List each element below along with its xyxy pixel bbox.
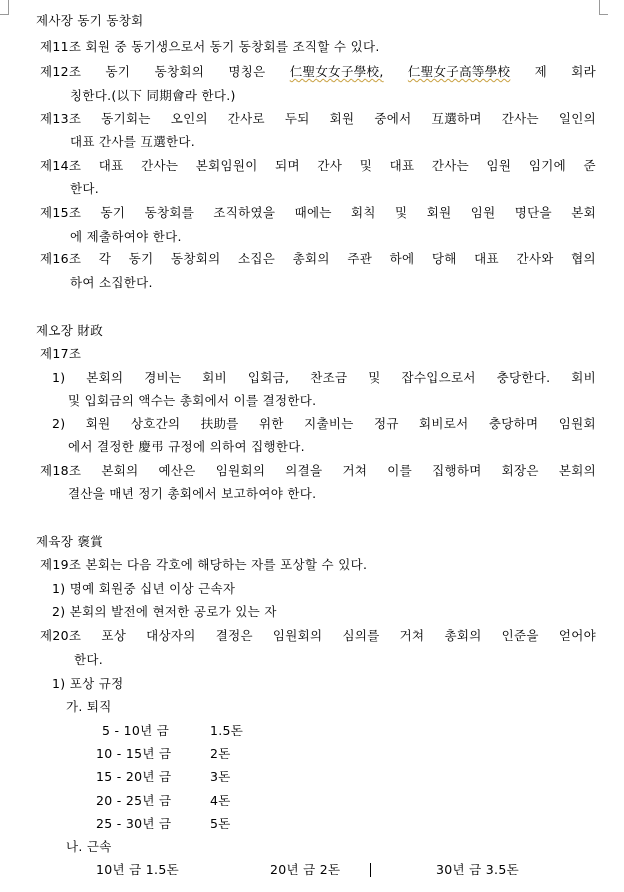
article-15-line-2: 에 제출하여야 한다. — [70, 229, 182, 244]
article-11: 제11조 회원 중 동기생으로서 동기 동창회를 조직할 수 있다. — [40, 39, 380, 54]
retirement-row: 5 - 10년 금 1.5돈 — [102, 723, 244, 738]
article-20-line-1: 제20조 포상 대상자의 결정은 임원회의 심의를 거쳐 총회의 인준을 얻어야 — [40, 628, 596, 643]
article-16-line-1: 제16조 각 동기 동창회의 소집은 총회의 주관 하에 당해 대표 간사와 협의 — [40, 251, 596, 266]
article-17: 제17조 — [40, 346, 82, 361]
article-12-line-1: 제12조 동기 동창회의 명칭은 仁聖女女子學校, 仁聖女子高等學校 제 회라 — [40, 64, 596, 79]
article-18-line-2: 결산을 매년 정기 총회에서 보고하여야 한다. — [68, 486, 317, 501]
article-17-item-2-line-2: 에서 결정한 慶弔 규정에 의하여 집행한다. — [68, 439, 305, 454]
article-12-line-2: 칭한다.(以下 同期會라 한다.) — [70, 88, 236, 103]
retirement-row: 15 - 20년 금 3돈 — [96, 769, 231, 784]
retirement-heading: 가. 퇴직 — [66, 699, 112, 714]
article-17-item-2-line-1: 2) 회원 상호간의 扶助를 위한 지출비는 정규 회비로서 충당하며 임원회 — [52, 416, 596, 431]
document-page: 제사장 동기 동창회 제11조 회원 중 동기생으로서 동기 동창회를 조직할 수 있다. 제12조 동기 동창회의 명칭은 仁聖女女子學校, 仁聖女子高等學校 제 회라 칭한다.(以下 同期會라 한다.) 제13조 동기회는 오인의 간사로 두되 회원 중에서 互選하며 간사는 일인의 대표 간사를 互選한다. 제14조 대표 간사는 본회임원이 되며 간사 및 대표 간사는 임원 임기에 준 한다. 제15조 동기 동창회를 조직하였을 때에는 회칙 및 회원 임원 명단을 본회 에 제출하여야 한다. 제16조 각 동기 동창회의 소집은 총회의 주관 하에 당해 대표 간사와 협의 하여 소집한다. 제오장 財政 제17조 1) 본회의 경비는 회비 입회금, 찬조금 및 잡수입으로서 충당한다. 회비 및 입회금의 액수는 총회에서 이를 결정한다. 2) 회원 상호간의 扶助를 위한 지출비는 정규 회비로서 충당하며 임원회 에서 결정한 慶弔 규정에 의하여 집행한다. 제18조 본회의 예산은 임원회의 의결을 거쳐 이를 집행하며 회장은 본회의 결산을 매년 정기 총회에서 보고하여야 한다. 제육장 褒賞 제19조 본회는 다음 각호에 해당하는 자를 포상할 수 있다. 1) 명예 회원중 십년 이상 근속자 2) 본회의 발전에 현저한 공로가 있는 자 제20조 포상 대상자의 결정은 임원회의 심의를 거쳐 총회의 인준을 얻어야 한다. 1) 포상 규정 가. 퇴직 5 - 10년 금 1.5돈 10 - 15년 금 2돈 15 - 20년 금 3돈 20 - 25년 금 4돈 25 - 30년 금 5돈 나. 근속 10년 금 1.5돈 20년 금 2돈 30년 금 3.5돈 — [0, 0, 624, 892]
article-14-line-2: 한다. — [70, 181, 100, 196]
article-14-line-1: 제14조 대표 간사는 본회임원이 되며 간사 및 대표 간사는 임원 임기에 준 — [40, 158, 596, 173]
article-18-line-1: 제18조 본회의 예산은 임원회의 의결을 거쳐 이를 집행하며 회장은 본회의 — [40, 463, 596, 478]
article-17-item-1-line-1: 1) 본회의 경비는 회비 입회금, 찬조금 및 잡수입으로서 충당한다. 회비 — [52, 370, 596, 385]
margin-corner-marker — [599, 0, 608, 15]
service-heading: 나. 근속 — [66, 839, 112, 854]
article-13-line-1: 제13조 동기회는 오인의 간사로 두되 회원 중에서 互選하며 간사는 일인의 — [40, 111, 596, 126]
article-17-item-1-line-2: 및 입회금의 액수는 총회에서 이를 결정한다. — [68, 393, 317, 408]
retirement-row: 25 - 30년 금 5돈 — [96, 816, 231, 831]
article-20-line-2: 한다. — [74, 652, 104, 667]
retirement-row: 10 - 15년 금 2돈 — [96, 746, 231, 761]
chapter-5-title: 제오장 財政 — [36, 323, 103, 338]
chapter-4-title: 제사장 동기 동창회 — [36, 13, 144, 28]
retirement-row: 20 - 25년 금 4돈 — [96, 793, 231, 808]
chapter-6-title: 제육장 褒賞 — [36, 534, 103, 549]
article-16-line-2: 하여 소집한다. — [70, 275, 153, 290]
article-13-line-2: 대표 간사를 互選한다. — [70, 134, 196, 149]
article-19: 제19조 본회는 다음 각호에 해당하는 자를 포상할 수 있다. — [40, 557, 368, 572]
article-19-item-2: 2) 본회의 발전에 현저한 공로가 있는 자 — [52, 604, 277, 619]
article-19-item-1: 1) 명예 회원중 십년 이상 근속자 — [52, 581, 236, 596]
margin-corner-marker — [0, 0, 9, 15]
award-rules-heading: 1) 포상 규정 — [52, 676, 124, 691]
text-cursor — [370, 863, 371, 877]
article-15-line-1: 제15조 동기 동창회를 조직하였을 때에는 회칙 및 회원 임원 명단을 본회 — [40, 205, 596, 220]
